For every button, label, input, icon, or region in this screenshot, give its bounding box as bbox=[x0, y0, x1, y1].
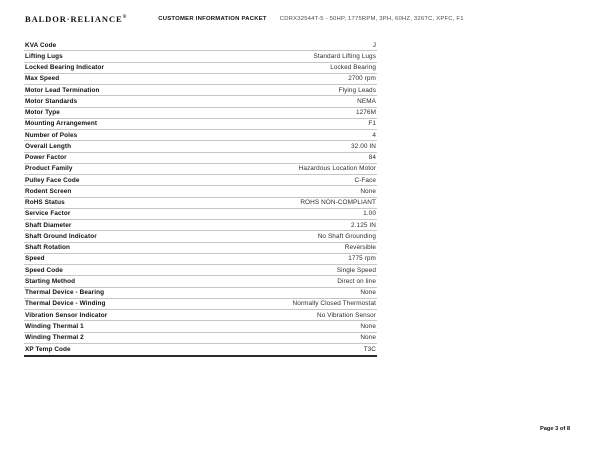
spec-table bbox=[24, 40, 377, 357]
spec-value: None bbox=[360, 289, 376, 297]
spec-label: Service Factor bbox=[25, 210, 71, 218]
spec-value: Single Speed bbox=[336, 266, 376, 274]
spec-value: 1.00 bbox=[363, 210, 376, 218]
table-row bbox=[24, 51, 377, 62]
table-row bbox=[24, 220, 377, 231]
table-row bbox=[24, 164, 377, 175]
spec-label: Starting Method bbox=[25, 277, 76, 285]
spec-label: Motor Type bbox=[25, 109, 60, 117]
document-header bbox=[25, 14, 580, 24]
spec-label: Shaft Diameter bbox=[25, 221, 72, 229]
spec-value: None bbox=[360, 322, 376, 330]
spec-label: Overall Length bbox=[25, 142, 72, 150]
spec-value: 1276M bbox=[355, 109, 376, 117]
table-row bbox=[24, 96, 377, 107]
spec-value: None bbox=[360, 334, 376, 342]
table-row bbox=[24, 209, 377, 220]
table-row bbox=[24, 119, 377, 130]
spec-value: No Vibration Sensor bbox=[317, 311, 376, 319]
spec-value: None bbox=[360, 187, 376, 195]
table-row bbox=[24, 85, 377, 96]
table-row bbox=[24, 344, 377, 355]
table-row bbox=[24, 288, 377, 299]
spec-label: Speed Code bbox=[25, 266, 63, 274]
table-row bbox=[24, 310, 377, 321]
spec-label: Motor Standards bbox=[25, 97, 78, 105]
table-row bbox=[24, 198, 377, 209]
spec-label: Thermal Device - Bearing bbox=[25, 289, 105, 297]
table-row bbox=[24, 299, 377, 310]
spec-label: Locked Bearing Indicator bbox=[25, 64, 105, 72]
spec-label: Shaft Ground Indicator bbox=[25, 232, 97, 240]
spec-value: 32.00 IN bbox=[351, 142, 376, 150]
spec-value: J bbox=[372, 41, 376, 49]
spec-value: C-Face bbox=[354, 176, 376, 184]
spec-value: 2.125 IN bbox=[351, 221, 376, 229]
registered-trademark-icon: ® bbox=[122, 15, 128, 21]
spec-value: NEMA bbox=[357, 97, 376, 105]
table-row bbox=[24, 175, 377, 186]
spec-label: Rodent Screen bbox=[25, 187, 72, 195]
spec-label: Lifting Lugs bbox=[25, 52, 63, 60]
table-row bbox=[24, 243, 377, 254]
table-row bbox=[24, 186, 377, 197]
spec-value: Reversible bbox=[344, 244, 376, 252]
spec-label: Pulley Face Code bbox=[25, 176, 80, 184]
spec-value: No Shaft Grounding bbox=[317, 232, 376, 240]
spec-label: Number of Poles bbox=[25, 131, 78, 139]
spec-label: Power Factor bbox=[25, 154, 67, 162]
table-row bbox=[24, 333, 377, 344]
brand-logo-text: BALDOR·RELIANCE bbox=[25, 14, 123, 24]
table-row bbox=[24, 141, 377, 152]
spec-value: ROHS NON-COMPLIANT bbox=[300, 199, 376, 207]
spec-label: Mounting Arrangement bbox=[25, 120, 98, 128]
spec-label: Product Family bbox=[25, 165, 73, 173]
table-row bbox=[24, 321, 377, 332]
table-row bbox=[24, 153, 377, 164]
spec-label: Shaft Rotation bbox=[25, 244, 71, 252]
spec-label: Thermal Device - Winding bbox=[25, 300, 106, 308]
table-row bbox=[24, 108, 377, 119]
spec-value: Flying Leads bbox=[338, 86, 376, 94]
packet-title: CUSTOMER INFORMATION PACKET bbox=[158, 16, 267, 22]
table-row bbox=[24, 130, 377, 141]
table-row bbox=[24, 231, 377, 242]
spec-label: XP Temp Code bbox=[25, 345, 71, 353]
spec-label: KVA Code bbox=[25, 41, 57, 49]
table-row bbox=[24, 254, 377, 265]
table-row bbox=[24, 40, 377, 51]
spec-value: Normally Closed Thermostat bbox=[292, 300, 376, 308]
page-number: Page 3 of 8 bbox=[539, 426, 570, 432]
product-code: CDRX32544T-5 - 50HP, 1775RPM, 3PH, 60HZ, 326TC, XPFC, F1 bbox=[279, 16, 464, 22]
spec-label: RoHS Status bbox=[25, 199, 65, 207]
spec-label: Motor Lead Termination bbox=[25, 86, 100, 94]
spec-value: Standard Lifting Lugs bbox=[313, 52, 376, 60]
spec-label: Winding Thermal 1 bbox=[25, 322, 84, 330]
spec-value: 84 bbox=[368, 154, 376, 162]
table-row bbox=[24, 63, 377, 74]
spec-value: 2700 rpm bbox=[348, 75, 376, 83]
spec-value: F1 bbox=[368, 120, 376, 128]
spec-label: Max Speed bbox=[25, 75, 60, 83]
spec-label: Vibration Sensor Indicator bbox=[25, 311, 108, 319]
baldor-reliance-logo bbox=[25, 14, 127, 24]
spec-value: 4 bbox=[372, 131, 376, 139]
spec-label: Winding Thermal 2 bbox=[25, 334, 84, 342]
table-row bbox=[24, 276, 377, 287]
spec-value: Locked Bearing bbox=[330, 64, 376, 72]
spec-label: Speed bbox=[25, 255, 45, 263]
spec-value: Hazardous Location Motor bbox=[298, 165, 376, 173]
spec-value: T3C bbox=[363, 345, 376, 353]
table-row bbox=[24, 265, 377, 276]
spec-value: 1775 rpm bbox=[348, 255, 376, 263]
table-row bbox=[24, 74, 377, 85]
spec-value: Direct on line bbox=[337, 277, 376, 285]
